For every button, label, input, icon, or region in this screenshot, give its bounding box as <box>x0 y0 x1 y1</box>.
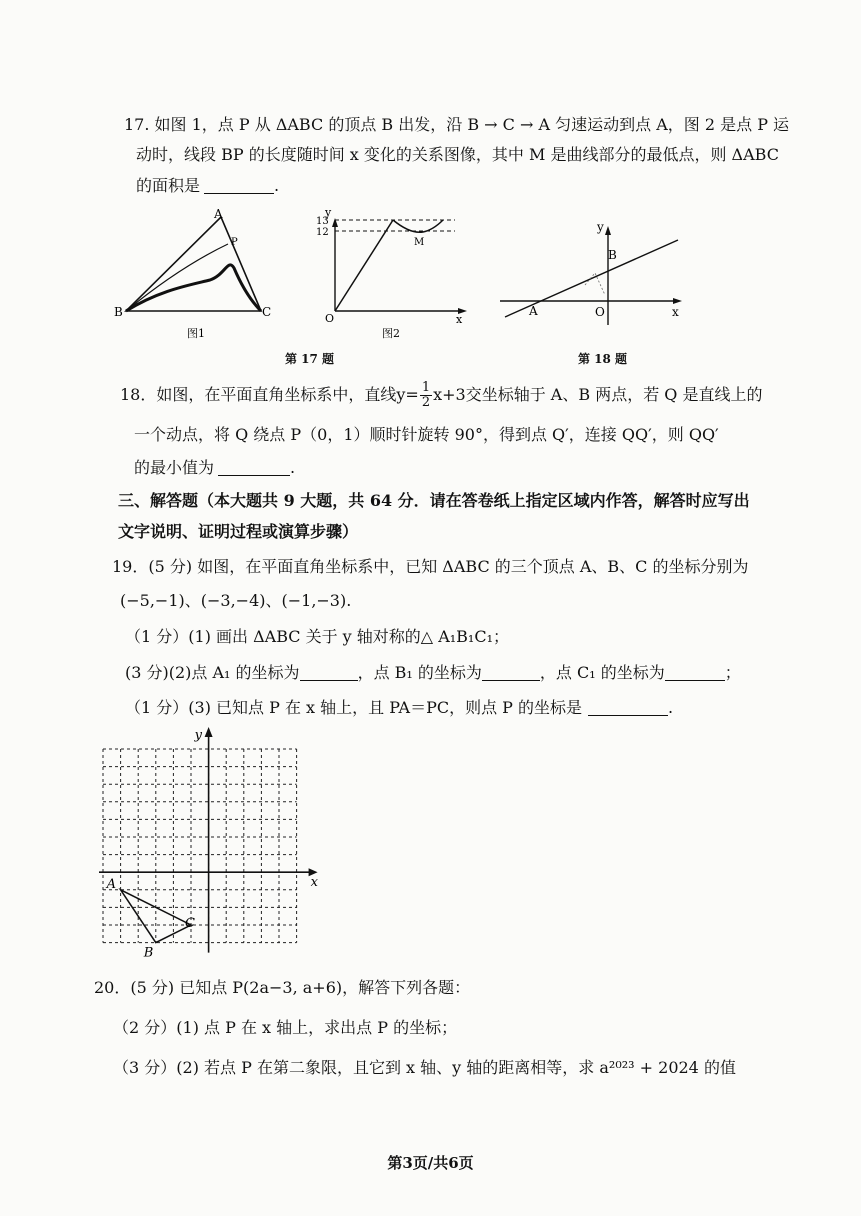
fig2-x-label: x <box>456 313 463 326</box>
q18-caption: 第 18 题 <box>578 352 628 366</box>
fig1-caption: 图1 <box>187 327 205 340</box>
q19-part2-end: ； <box>724 663 741 682</box>
b1-answer-blank <box>482 664 540 681</box>
q17-line2: 动时，线段 BP 的长度随时间 x 变化的关系图像，其中 M 是曲线部分的最低点，则 ΔABC <box>136 145 779 164</box>
q17-line1: 17. 如图 1，点 P 从 ΔABC 的顶点 B 出发，沿 B → C → A 匀速运动到点 A，图 2 是点 P 运 <box>124 115 790 134</box>
q20-part1: （2 分）(1) 点 P 在 x 轴上，求出点 P 的坐标； <box>113 1018 458 1037</box>
section3-line1: 三、解答题（本大题共 9 大题，共 64 分．请在答卷纸上指定区域内作答，解答时应写出 <box>118 491 750 510</box>
q18-fraction <box>420 381 432 410</box>
q17-caption: 第 17 题 <box>285 352 335 366</box>
grid-y-label: y <box>194 728 202 743</box>
q18-frac-num: 1 <box>421 380 431 395</box>
q18-line1 <box>120 381 763 410</box>
label-b: B <box>143 945 154 961</box>
p-answer-blank <box>588 699 668 716</box>
q19-part2 <box>125 662 741 684</box>
q17-line3-text: 的面积是 <box>136 176 201 195</box>
bp-path-sketch <box>126 265 261 311</box>
q19-grid-figure <box>95 725 325 965</box>
label-a: A <box>214 207 223 221</box>
q19-part2-b: ，点 B₁ 的坐标为 <box>357 663 482 682</box>
fig2-origin: O <box>325 312 335 325</box>
q18-frac-den: 2 <box>421 395 431 410</box>
q20-line1: 20．(5 分) 已知点 P(2a−3, a+6)，解答下列各题： <box>94 978 471 997</box>
q17-figure-2 <box>305 206 475 345</box>
q18-label-a: A <box>529 304 538 318</box>
c1-answer-blank <box>665 664 725 681</box>
fig2-y-label: y <box>325 206 332 219</box>
y-axis-arrow <box>205 727 213 737</box>
q19-line1: 19．(5 分) 如图，在平面直角坐标系中，已知 ΔABC 的三个顶点 A、B、C 的坐标分别为 <box>112 557 749 576</box>
triangle-abc <box>121 890 191 943</box>
label-b: B <box>114 305 123 319</box>
q18-eq-rest: x+3 <box>433 385 466 404</box>
a1-answer-blank <box>300 664 358 681</box>
label-m: M <box>414 237 425 248</box>
q18-eq-y: y= <box>396 385 419 404</box>
fig2-caption: 图2 <box>382 327 400 340</box>
q19-line2: (−5,−1)、(−3,−4)、(−1,−3). <box>120 591 352 610</box>
q18-y-label: y <box>597 220 604 234</box>
q19-part1: （1 分）(1) 画出 ΔABC 关于 y 轴对称的△ A₁B₁C₁； <box>125 627 509 646</box>
q18-line2: 一个动点，将 Q 绕点 P（0，1）顺时针旋转 90°，得到点 Q′，连接 QQ′，则 QQ′ <box>134 425 719 444</box>
q17-figure-1 <box>110 207 280 345</box>
q19-part3 <box>125 697 673 719</box>
label-c: C <box>262 305 272 319</box>
tick-13: 13 <box>316 216 329 227</box>
label-p: P <box>231 237 238 248</box>
q18-origin: O <box>595 305 605 319</box>
q17-line3: 的面积是 . <box>136 176 280 195</box>
q18-figure <box>495 215 695 330</box>
y-axis-arrow <box>605 226 611 235</box>
grid-x-label: x <box>310 875 318 891</box>
q18-line1-text-b: 交坐标轴于 A、B 两点，若 Q 是直线上的 <box>465 385 763 404</box>
page-footer: 第3页/共6页 <box>387 1154 474 1172</box>
triangle-abc <box>126 217 261 311</box>
q19-part3-end: . <box>668 698 674 717</box>
q18-line3 <box>134 457 295 479</box>
q19-part2-a: (3 分)(2)点 A₁ 的坐标为 <box>125 663 300 682</box>
section3-line2: 文字说明、证明过程或演算步骤） <box>118 522 359 541</box>
q20-part2: （3 分）(2) 若点 P 在第二象限，且它到 x 轴、y 轴的距离相等，求 a²⁰²³ + 2024 的值 <box>113 1058 736 1077</box>
q18-label-b: B <box>608 248 617 262</box>
q18-x-label: x <box>672 305 679 319</box>
label-a: A <box>106 876 116 892</box>
y-axis-arrow <box>332 218 338 227</box>
tick-12: 12 <box>316 227 329 238</box>
label-c: C <box>185 916 195 931</box>
graph-curve <box>393 220 443 232</box>
q18-line3-text: 的最小值为 <box>134 458 215 477</box>
q18-line1-text-a: 18．如图，在平面直角坐标系中，直线 <box>120 385 397 404</box>
q18-line3-end: . <box>290 458 296 477</box>
q17-answer-blank <box>204 177 274 194</box>
q19-part3-text: （1 分）(3) 已知点 P 在 x 轴上，且 PA＝PC，则点 P 的坐标是 <box>125 698 583 717</box>
q18-answer-blank <box>218 459 290 476</box>
graph-line <box>335 220 393 311</box>
q19-part2-c: ，点 C₁ 的坐标为 <box>539 663 665 682</box>
x-axis-arrow <box>673 298 682 304</box>
